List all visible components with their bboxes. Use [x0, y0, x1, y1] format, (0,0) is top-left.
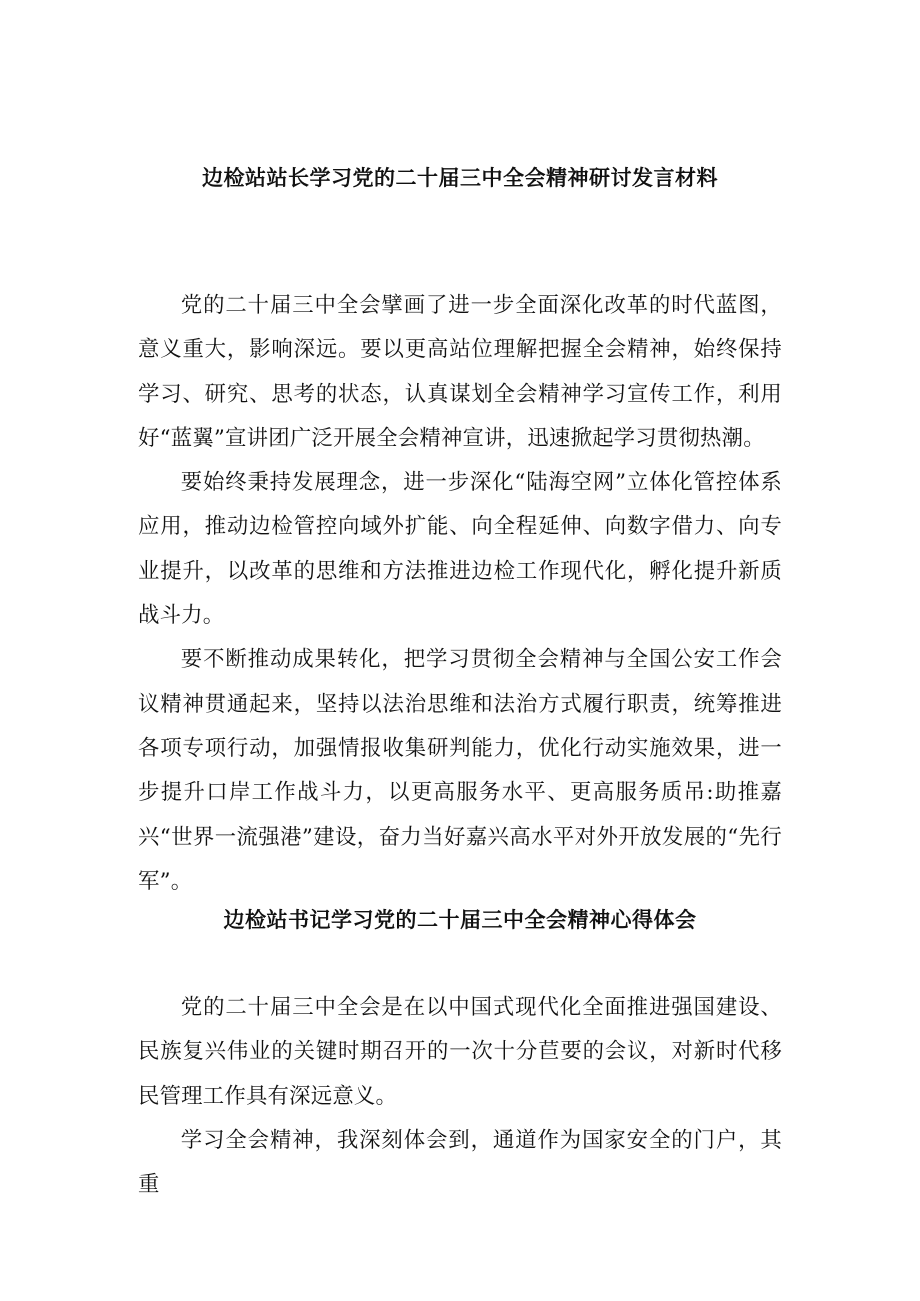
paragraph: 学习全会精神，我深刻体会到，通道作为国家安全的门户，其重 [138, 1127, 782, 1198]
paragraph: 党的二十届三中全会擘画了进一步全面深化改革的时代蓝图，意义重大，影响深远。要以更高站位理解把握全会精神，始终保持学习、研究、思考的状态，认真谋划全会精神学习宣传工作，利用好“蓝翼”宣讲团广泛开展全会精神宣讲，迅速掀起学习贯彻热潮。 [138, 293, 782, 451]
paragraph: 要始终秉持发展理念，进一步深化“陆海空网”立体化管控体系应用，推动边检管控向域外扩能、向全程延伸、向数字借力、向专业提升，以改革的思维和方法推进边检工作现代化，孵化提升新质战斗力。 [138, 470, 782, 629]
section-1-body [138, 284, 782, 904]
document-title-2: 边检站书记学习党的二十届三中全会精神心得体会 [223, 908, 697, 932]
section-2-body [138, 986, 782, 1207]
document-title-1: 边检站站长学习党的二十届三中全会精神研讨发言材料 [202, 166, 718, 190]
paragraph: 要不断推动成果转化，把学习贯彻全会精神与全国公安工作会议精神贯通起来，坚持以法治思维和法治方式履行职责，统筹推进各项专项行动，加强情报收集研判能力，优化行动实施效果，进一步提升口岸工作战斗力，以更高服务水平、更高服务质吊:助推嘉兴“世界一流强港”建设，奋力当好嘉兴高水平对外开放发展的“先行军”。 [138, 647, 782, 894]
paragraph: 党的二十届三中全会是在以中国式现代化全面推进强国建设、民族复兴伟业的关键时期召开的一次十分苣要的会议，对新时代移民管理工作具有深远意义。 [138, 995, 782, 1109]
